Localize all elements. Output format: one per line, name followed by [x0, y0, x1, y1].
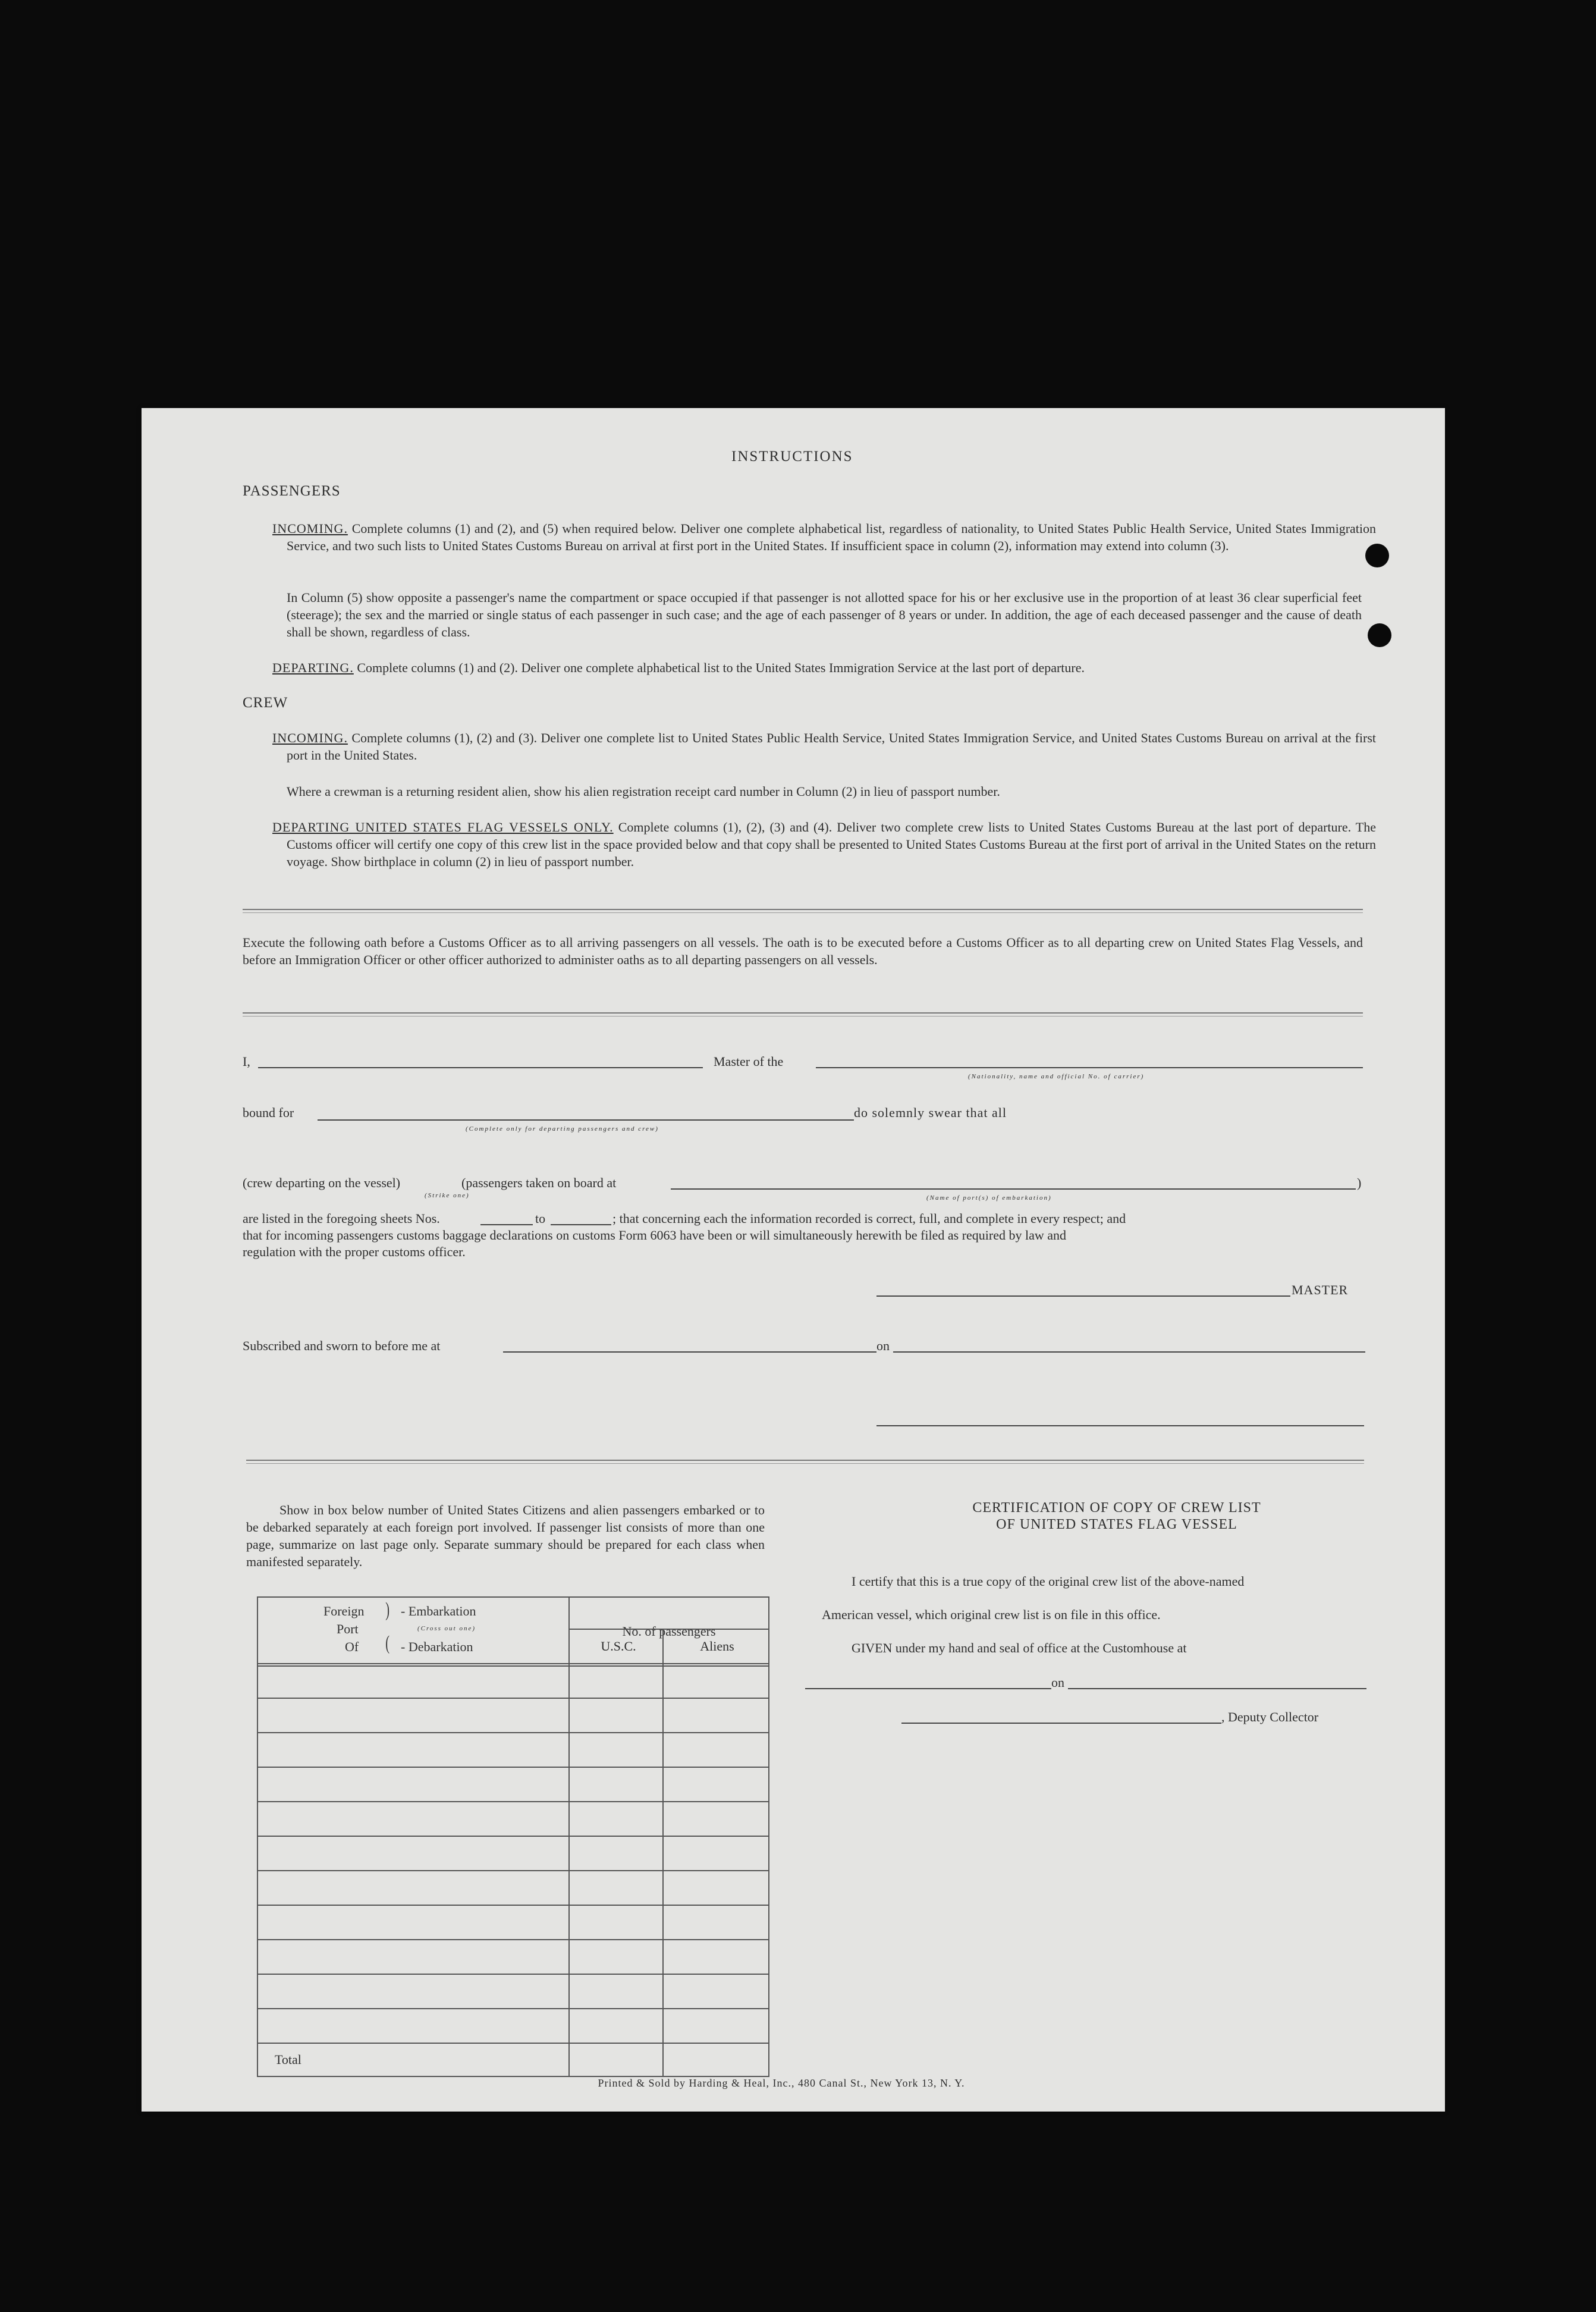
- deputy-signature-field[interactable]: [901, 1723, 1221, 1724]
- row-line-9: [257, 1974, 769, 1975]
- row-line-4: [257, 1801, 769, 1802]
- crew-departing-label: DEPARTING UNITED STATES FLAG VESSELS ONLY.: [272, 820, 614, 835]
- left-border: [257, 1629, 258, 2076]
- bound-for-label: bound for: [243, 1105, 294, 1120]
- passengers-taken-option[interactable]: (passengers taken on board at: [461, 1175, 617, 1190]
- master-name-field[interactable]: [258, 1067, 703, 1068]
- passengers-departing-text: Complete columns (1) and (2). Deliver one complete alphabetical list to the United States Immigration Service at the last port of departure.: [357, 660, 1085, 675]
- nationality-caption: (Nationality, name and official No. of carrier): [968, 1073, 1145, 1080]
- no-passengers-header: No. of passengers: [569, 1597, 769, 1666]
- crew-departing-text: Complete columns (1), (2), (3) and (4). Deliver two complete crew lists to United States Customs Bureau at the last port of departure. The Customs officer will certify one copy of this crew list in the space provided below and that copy shall be presented to United States Customs Bureau at the first port of arrival in the United States on the return voyage. Show birthplace in column (2) in lieu of passport number.: [287, 820, 1377, 869]
- divider-3a: [246, 1460, 1364, 1461]
- usc-header: U.S.C.: [601, 1639, 636, 1654]
- brace-icon-bottom: (: [385, 1632, 390, 1654]
- printer-footer: Printed & Sold by Harding & Heal, Inc., 480 Canal St., New York 13, N. Y.: [598, 2077, 965, 2089]
- crew-departing-paragraph: [272, 818, 1376, 870]
- passengers-departing-label: DEPARTING.: [272, 660, 354, 675]
- embarkation-port-field[interactable]: [671, 1188, 1356, 1190]
- crew-crewman-paragraph: Where a crewman is a returning resident alien, show his alien registration receipt card number in Column (2) in lieu of passport number.: [287, 784, 1000, 799]
- row-line-8: [257, 1939, 769, 1940]
- document-page: [142, 408, 1445, 2112]
- row-line-10: [257, 2008, 769, 2009]
- listed-label: are listed in the foregoing sheets Nos.: [243, 1211, 440, 1226]
- divider-1b: [243, 912, 1363, 913]
- subscribed-label: Subscribed and sworn to before me at: [243, 1338, 441, 1353]
- certification-line-2: American vessel, which original crew list is on file in this office.: [822, 1607, 1161, 1622]
- certification-date-field[interactable]: [1068, 1688, 1366, 1689]
- passengers-heading: PASSENGERS: [243, 483, 341, 499]
- certification-title-2: OF UNITED STATES FLAG VESSEL: [996, 1517, 1237, 1532]
- row-line-2: [257, 1732, 769, 1733]
- deputy-collector-label: , Deputy Collector: [1221, 1709, 1319, 1724]
- master-signature-field[interactable]: [876, 1295, 1290, 1297]
- aliens-header: Aliens: [700, 1639, 734, 1654]
- subheader-line: [568, 1629, 769, 1630]
- row-line-0: [257, 1663, 769, 1664]
- row-line-11: [257, 2043, 769, 2044]
- divider-2a: [243, 1012, 1363, 1014]
- crew-incoming-paragraph: [272, 729, 1376, 764]
- passengers-departing-paragraph: [272, 659, 1362, 676]
- sheet-to-field[interactable]: [551, 1224, 611, 1225]
- divider-2b: [243, 1016, 1363, 1017]
- embarkation-option[interactable]: - Embarkation: [401, 1604, 476, 1618]
- master-label: MASTER: [1292, 1282, 1349, 1297]
- oath-i-label: I,: [243, 1054, 250, 1069]
- row-line-1: [257, 1698, 769, 1699]
- certification-line-1: I certify that this is a true copy of the original crew list of the above-named: [852, 1574, 1245, 1589]
- right-border: [768, 1629, 769, 2076]
- carrier-field[interactable]: [816, 1067, 1363, 1068]
- row-line-3: [257, 1767, 769, 1768]
- listed-text-1: ; that concerning each the information recorded is correct, full, and complete in every respect; and: [612, 1211, 1126, 1226]
- debarkation-option[interactable]: - Debarkation: [401, 1639, 473, 1654]
- passengers-column5-paragraph: In Column (5) show opposite a passenger's name the compartment or space occupied if that passenger is not allotted space for his or her exclusive use in the proportion of at least 36 clear superficial feet (steerage); the sex and the married or single status of each passenger in such case; and the age of each passenger of 8 years or under. In addition, the age of each deceased passenger and the cause of death shall be shown, regardless of class.: [287, 590, 1362, 639]
- certification-on-label: on: [1051, 1675, 1064, 1690]
- cross-out-caption: (Cross out one): [417, 1625, 476, 1632]
- port-label: Port: [337, 1621, 359, 1636]
- summary-instructions: Show in box below number of United States Citizens and alien passengers embarked or to be debarked separately at each foreign port involved. If passenger list consists of more than one page, summarize on last page only. Separate summary should be prepared for each class when manifested separately.: [246, 1502, 765, 1569]
- row-line-6: [257, 1870, 769, 1871]
- instructions-title: INSTRUCTIONS: [731, 448, 853, 465]
- certification-line-3: GIVEN under my hand and seal of office at the Customhouse at: [852, 1640, 1187, 1655]
- row-line-7: [257, 1905, 769, 1906]
- crew-incoming-label: INCOMING.: [272, 730, 348, 745]
- brace-icon-top: ): [385, 1599, 390, 1621]
- sworn-date-field[interactable]: [893, 1351, 1365, 1353]
- passengers-incoming-text: Complete columns (1) and (2), and (5) when required below. Deliver one complete alphabetical list, regardless of nationality, to United States Public Health Service, United States Immigration Service, and two such lists to United States Customs Bureau on arrival at first port in the United States. If insufficient space in column (2), information may extend into column (3).: [287, 521, 1377, 553]
- bound-for-field[interactable]: [318, 1119, 854, 1121]
- officer-signature-field[interactable]: [876, 1425, 1364, 1426]
- summary-grid: [257, 1629, 769, 2077]
- oath-intro-paragraph: Execute the following oath before a Customs Officer as to all arriving passengers on all vessels. The oath is to be executed before a Customs Officer as to all departing crew on United States Flag Vessels, and before an Immigration Officer or other officer authorized to administer oaths as to all departing passengers on all vessels.: [243, 935, 1363, 967]
- punch-hole-bottom: [1368, 623, 1391, 647]
- listed-text-3: regulation with the proper customs officer.: [243, 1244, 466, 1259]
- certification-title-1: CERTIFICATION OF COPY OF CREW LIST: [972, 1500, 1261, 1516]
- master-of-label: Master of the: [714, 1054, 784, 1069]
- sworn-on-label: on: [876, 1338, 890, 1353]
- swear-label: do solemnly swear that all: [854, 1105, 1007, 1120]
- crew-heading: CREW: [243, 695, 288, 711]
- sheet-from-field[interactable]: [480, 1224, 533, 1225]
- total-label: Total: [275, 2052, 301, 2067]
- divider-1a: [243, 909, 1363, 910]
- crew-incoming-text: Complete columns (1), (2) and (3). Deliver one complete list to United States Public Health Service, United States Immigration Service, and United States Customs Bureau on arrival at the first port in the United States.: [287, 730, 1377, 763]
- sworn-place-field[interactable]: [503, 1351, 876, 1353]
- complete-only-caption: (Complete only for departing passengers and crew): [466, 1125, 659, 1133]
- ports-caption: (Name of port(s) of embarkation): [926, 1194, 1052, 1202]
- passengers-incoming-label: INCOMING.: [272, 521, 348, 536]
- foreign-label: Foreign: [323, 1604, 365, 1618]
- strike-one-caption: (Strike one): [425, 1192, 470, 1199]
- row-line-5: [257, 1836, 769, 1837]
- passengers-incoming-paragraph: [272, 520, 1376, 554]
- of-label: Of: [345, 1639, 359, 1654]
- crew-departing-option[interactable]: (crew departing on the vessel): [243, 1175, 401, 1190]
- customhouse-field[interactable]: [805, 1688, 1051, 1689]
- listed-text-2: that for incoming passengers customs baggage declarations on customs Form 6063 have been or will simultaneously herewith be filed as required by law and: [243, 1228, 1067, 1243]
- divider-3b: [246, 1463, 1364, 1464]
- close-paren: ): [1357, 1175, 1362, 1190]
- to-label: to: [535, 1211, 546, 1226]
